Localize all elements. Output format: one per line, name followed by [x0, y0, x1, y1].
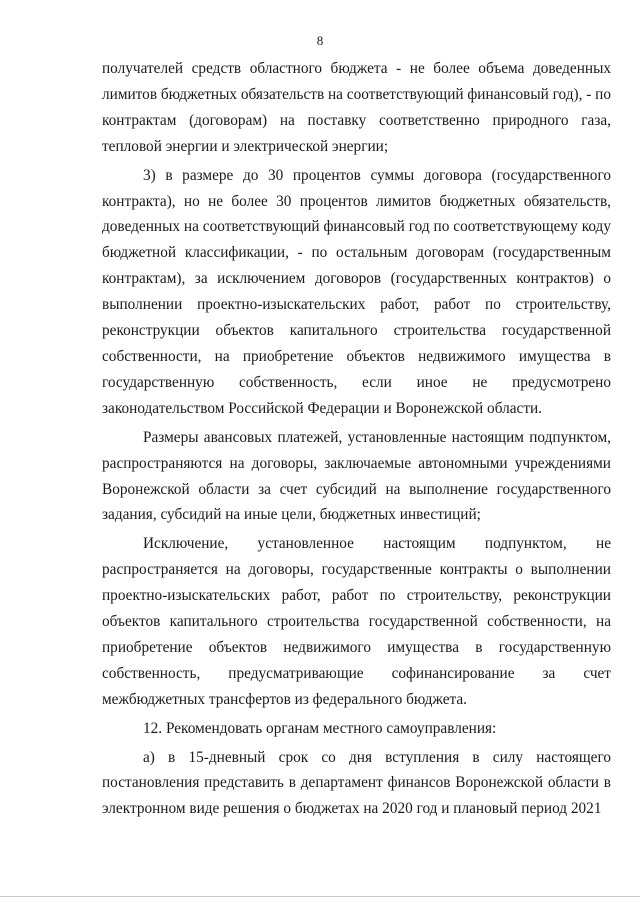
paragraph-exception: Исключение, установленное настоящим подпунктом, не распространяется на договоры, государственные контракты о выполнении проектно-изыскательских работ, работ по строительству, реконструкции объектов капитального строительства государственной собственности, на приобретение объектов недвижимого имущества в государственную собственность, предусматривающие софинансирование за счет межбюджетных трансфертов из федерального бюджета. [102, 535, 611, 708]
paragraph-continuation: получателей средств областного бюджета - не более объема доведенных лимитов бюджетных обязательств на соответствующий финансовый год), - по контрактам (договорам) на поставку соответственно природного газа, тепловой энергии и электрической энергии; [102, 60, 611, 155]
page-bottom-edge [0, 896, 640, 897]
document-body [102, 56, 611, 822]
paragraph-item-3: 3) в размере до 30 процентов суммы договора (государственного контракта), но не более 30 процентов лимитов бюджетных обязательств, доведенных на соответствующий финансовый год по соответствующему коду бюджетной классификации, - по остальным договорам (государственным контрактам), за исключением договоров (государственных контрактов) о выполнении проектно-изыскательских работ, работ по строительству, реконструкции объектов капитального строительства государственной собственности, на приобретение объектов недвижимого имущества в государственную собственность, если иное не предусмотрено законодательством Российской Федерации и Воронежской области. [102, 166, 611, 417]
page-number: 8 [316, 33, 324, 48]
paragraph-item-12: 12. Рекомендовать органам местного самоуправления: [143, 719, 497, 737]
paragraph-item-12a: а) в 15-дневный срок со дня вступления в силу настоящего постановления представить в департамент финансов Воронежской области в электронном виде решения о бюджетах на 2020 год и плановый период 2021 [102, 748, 611, 818]
paragraph-advance-payments: Размеры авансовых платежей, установленные настоящим подпунктом, распространяются на договоры, заключаемые автономными учреждениями Воронежской области за счет субсидий на выполнение государственного задания, субсидий на иные цели, бюджетных инвестиций; [102, 428, 611, 524]
